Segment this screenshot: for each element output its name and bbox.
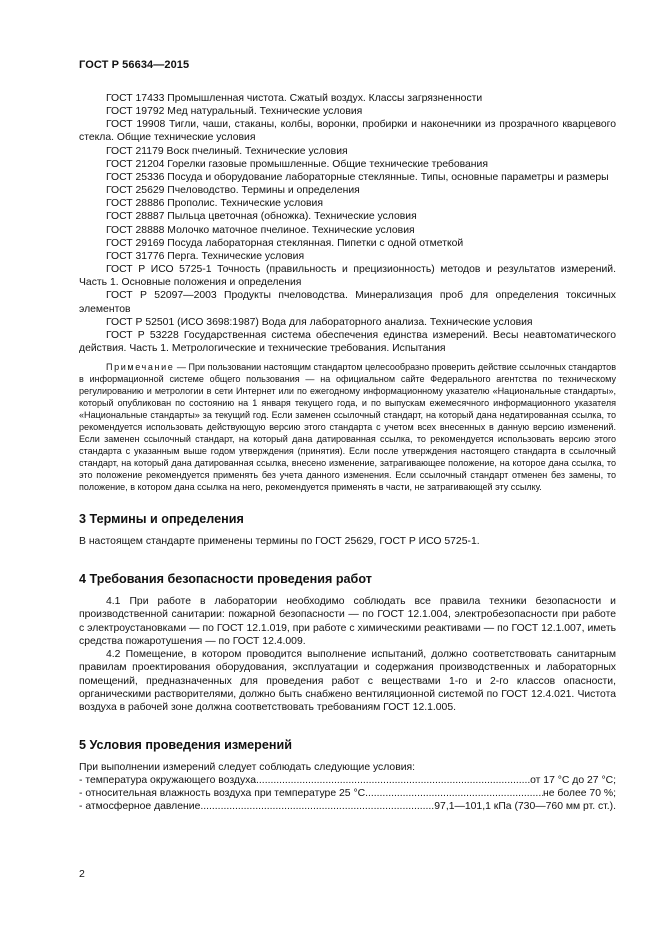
condition-temperature bbox=[79, 774, 616, 787]
reference-item: ГОСТ 19908 Тигли, чаши, стаканы, колбы, воронки, пробирки и наконечники из прозрачного кварцевого стекла. Общие технические условия bbox=[79, 119, 616, 144]
reference-item: ГОСТ Р 52097—2003 Продукты пчеловодства. Минерализация проб для определения токсичных элементов bbox=[79, 290, 616, 315]
reference-item: ГОСТ 21179 Воск пчелиный. Технические условия bbox=[106, 145, 348, 157]
condition-humidity bbox=[79, 787, 616, 800]
section-5-title: 5 Условия проведения измерений bbox=[79, 737, 292, 752]
document-body bbox=[79, 92, 616, 814]
document-header: ГОСТ Р 56634—2015 bbox=[79, 59, 190, 71]
reference-item: ГОСТ 28887 Пыльца цветочная (обножка). Технические условия bbox=[106, 211, 417, 223]
section-3-text: В настоящем стандарте применены термины по ГОСТ 25629, ГОСТ Р ИСО 5725-1. bbox=[79, 535, 480, 547]
section-4-title: 4 Требования безопасности проведения работ bbox=[79, 571, 372, 586]
dot-leader bbox=[365, 787, 543, 800]
section-5-intro: При выполнении измерений следует соблюдать следующие условия: bbox=[79, 761, 416, 773]
page-number: 2 bbox=[79, 868, 85, 880]
condition-pressure bbox=[79, 800, 616, 813]
reference-item: ГОСТ Р 52501 (ИСО 3698:1987) Вода для лабораторного анализа. Технические условия bbox=[106, 316, 533, 328]
conditions-list bbox=[79, 774, 616, 814]
note-text: — При пользовании настоящим стандартом целесообразно проверить действие ссылочных стандартов в информационной системе общего пользования — на официальном сайте Федерального агентства по техническому регулированию и метрологии в сети Интернет или по ежегодному информационному указателю «Национальные стандарты», который опубликован по состоянию на 1 января текущего года, и по выпускам ежемесячного информационного указателя «Национальные стандарты» за текущий год. Если заменен ссылочный стандарт, на который дана недатированная ссылка, то рекомендуется использовать действующую версию этого стандарта с учетом всех внесенных в данную версию изменений. Если заменен ссылочный стандарт, на который дана датированная ссылка, то рекомендуется использовать версию этого стандарта с указанным выше годом утверждения (принятия). Если после утверждения настоящего стандарта в ссылочный стандарт, на который дана датированная ссылка, внесено изменение, затрагивающее положение, на которое дана ссылка, то это положение рекомендуется применять без учета данного изменения. Если ссылочный стандарт отменен без замены, то положение, в котором дана ссылка на него, рекомендуется применять в части, не затрагивающей эту ссылку. bbox=[79, 362, 616, 492]
reference-item: ГОСТ 25629 Пчеловодство. Термины и определения bbox=[106, 185, 360, 197]
condition-value: не более 70 %; bbox=[543, 788, 616, 800]
condition-label: - относительная влажность воздуха при температуре 25 °С bbox=[79, 788, 366, 800]
reference-item: ГОСТ 28886 Прополис. Технические условия bbox=[106, 198, 323, 210]
condition-value: от 17 °С до 27 °С; bbox=[530, 774, 616, 786]
condition-value: 97,1—101,1 кПа (730—760 мм рт. ст.). bbox=[434, 801, 616, 813]
condition-label: - атмосферное давление bbox=[79, 801, 201, 813]
note-block bbox=[79, 362, 616, 493]
reference-item: ГОСТ Р 53228 Государственная система обеспечения единства измерений. Весы неавтоматического действия. Часть 1. Метрологические и технические требования. Испытания bbox=[79, 329, 616, 354]
section-3-title: 3 Термины и определения bbox=[79, 511, 244, 526]
note-label: Примечание bbox=[106, 362, 175, 373]
section-4-paragraph-1: 4.1 При работе в лаборатории необходимо соблюдать все правила техники безопасности и производственной санитарии: пожарной безопасности — по ГОСТ 12.1.004, электробезопасности при работе с электроустановками — по ГОСТ 12.1.019, при работе с химическими реактивами — по ГОСТ 12.1.007, иметь средства пожаротушения — по ГОСТ 12.4.009. bbox=[79, 595, 616, 647]
dot-leader bbox=[200, 800, 434, 813]
reference-item: ГОСТ 21204 Горелки газовые промышленные. Общие технические требования bbox=[106, 158, 488, 170]
reference-item: ГОСТ 25336 Посуда и оборудование лабораторные стеклянные. Типы, основные параметры и размеры bbox=[106, 171, 609, 183]
reference-item: ГОСТ Р ИСО 5725-1 Точность (правильность и прецизионность) методов и результатов измерений. Часть 1. Основные положения и определения bbox=[79, 264, 616, 289]
section-4-paragraph-2: 4.2 Помещение, в котором проводится выполнение испытаний, должно соответствовать санитарным правилам проектирования оборудования, эксплуатации и содержания производственных и лабораторных помещений, предназначенных для проведения работ с веществами 1-го и 2-го классов опасности, органическими растворителями, должно быть снабжено вентиляционной системой по ГОСТ 12.4.021. Чистота воздуха в рабочей зоне должна соответствовать требованиям ГОСТ 12.1.005. bbox=[79, 649, 616, 714]
reference-item: ГОСТ 31776 Перга. Технические условия bbox=[106, 250, 305, 262]
reference-item: ГОСТ 29169 Посуда лабораторная стеклянная. Пипетки с одной отметкой bbox=[106, 237, 464, 249]
reference-item: ГОСТ 28888 Молочко маточное пчелиное. Технические условия bbox=[106, 224, 415, 236]
dot-leader bbox=[256, 774, 530, 787]
reference-item: ГОСТ 17433 Промышленная чистота. Сжатый воздух. Классы загрязненности bbox=[106, 93, 483, 104]
reference-item: ГОСТ 19792 Мед натуральный. Технические условия bbox=[106, 106, 363, 118]
condition-label: - температура окружающего воздуха bbox=[79, 774, 257, 786]
normative-references-list bbox=[79, 92, 616, 355]
